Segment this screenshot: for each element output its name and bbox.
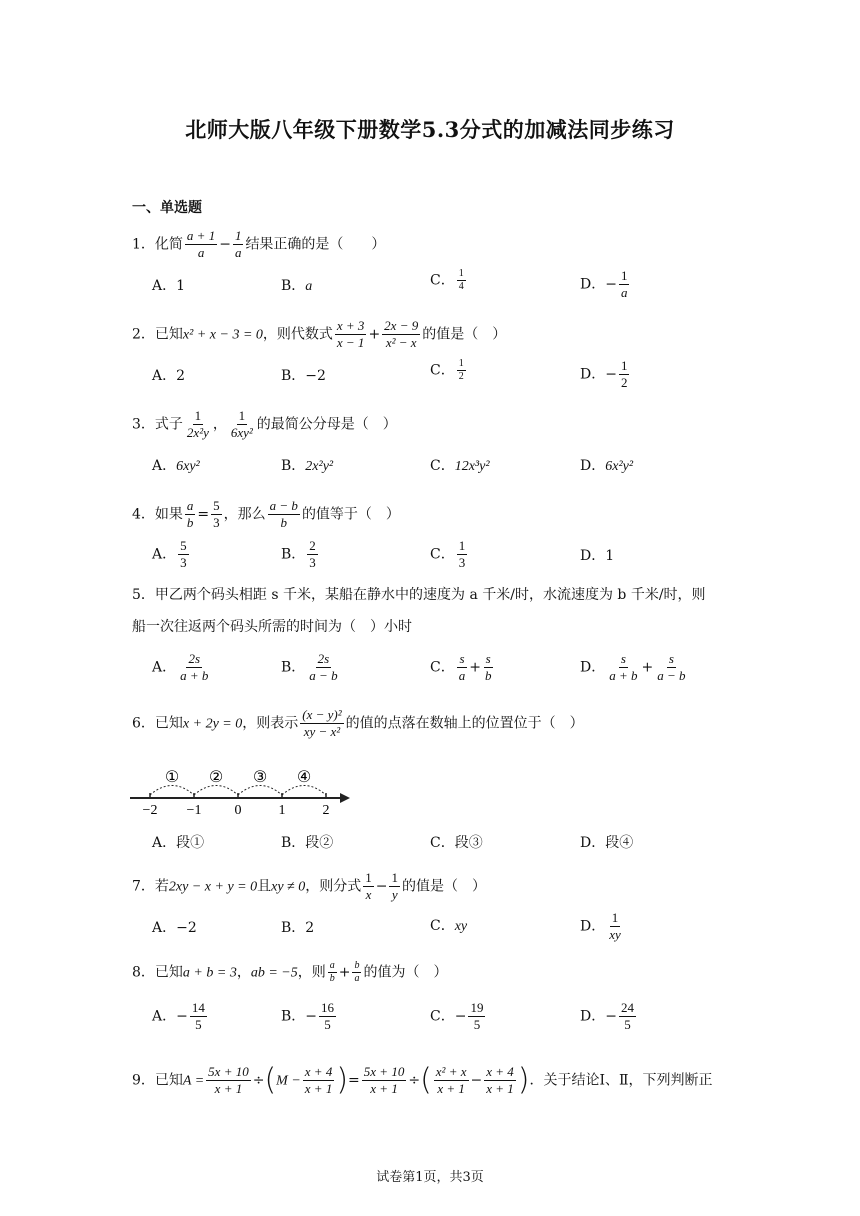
q2-option-b[interactable]: B．−2	[281, 368, 326, 384]
q8-option-d[interactable]: D．− $\frac{24}{5}$	[580, 1000, 634, 1032]
number-line-ticks	[143, 793, 330, 818]
q5-option-d[interactable]: D． $\frac{s}{a + b}$ + $\frac{s}{a - b}$	[580, 651, 686, 683]
q2-option-a[interactable]: A．2	[152, 368, 186, 384]
q5-option-b[interactable]: B． $\frac{2s}{a - b}$	[281, 651, 338, 683]
question-2: 2．已知x² + x − 3 = 0，则代数式 $\frac{x + 3}{x - 1}$ + $\frac{2x - 9}{\text{x² − x}}$ 的值是（ ）	[132, 318, 507, 350]
q3-option-a[interactable]: A．6xy²	[152, 458, 200, 474]
q4-option-a[interactable]: A． $\frac{5}{3}$	[152, 538, 187, 570]
fraction: $\frac{1}{a}$	[234, 228, 242, 260]
q7-option-d[interactable]: D． $\frac{1}{xy}$	[580, 910, 621, 942]
question-8: 8．已知a + b = 3，ab = −5，则 $\frac{a}{b}$ + $\frac{b}{a}$ 的值为（ ）	[132, 960, 448, 984]
q8-option-a[interactable]: A．− $\frac{14}{5}$	[152, 1000, 205, 1032]
q1-option-b[interactable]: B．a	[281, 278, 313, 294]
number-line-segment-label: ④	[296, 767, 312, 786]
question-6: 6．已知x + 2y = 0，则表示 $\frac{\text{(x − y)²}}{\text{xy − x²}}$ 的值的点落在数轴上的位置位于（ ）	[132, 707, 584, 739]
q8-option-b[interactable]: B．− $\frac{16}{5}$	[281, 1000, 335, 1032]
q1-option-d[interactable]: D．− $\frac{1}{a}$	[580, 268, 628, 300]
q6-option-d[interactable]: D．段④	[580, 835, 634, 851]
fraction: $\frac{a + 1}{a}$	[186, 228, 216, 260]
q2-option-d[interactable]: D．− $\frac{1}{2}$	[580, 358, 628, 390]
q5-option-c[interactable]: C． $\frac{s}{a}$ + $\frac{s}{b}$	[430, 651, 492, 683]
number-line-arrow	[340, 793, 350, 803]
number-line-segment-arc	[150, 786, 194, 796]
number-line-tick-label: −2	[142, 803, 158, 818]
number-line-tick-label: 0	[234, 803, 242, 818]
question-5-line-1: 5．甲乙两个码头相距 s 千米，某船在静水中的速度为 a 千米/时，水流速度为 b 千米/时，则	[132, 587, 706, 603]
number-line-segment-arc	[238, 786, 282, 796]
question-1: 1．化简 $\frac{a + 1}{a}$ − $\frac{1}{a}$ 结果正确的是（ ）	[132, 228, 386, 260]
q2-option-c[interactable]: C． $\frac{1}{2}$	[430, 358, 464, 382]
q7-option-c[interactable]: C．xy	[430, 918, 468, 934]
q3-option-b[interactable]: B．2x²y²	[281, 458, 334, 474]
q8-option-c[interactable]: C．− $\frac{19}{5}$	[430, 1000, 484, 1032]
question-7: 7．若2xy − x + y = 0且xy ≠ 0，则分式 $\frac{1}{x}$ − $\frac{1}{y}$ 的值是（ ）	[132, 870, 486, 902]
q7-option-a[interactable]: A．−2	[152, 920, 197, 936]
question-5-line-2: 船一次往返两个码头所需的时间为（ ）小时	[132, 619, 412, 635]
q4-option-b[interactable]: B． $\frac{2}{3}$	[281, 538, 316, 570]
number-line-segments	[150, 767, 326, 795]
q4-option-d[interactable]: D．1	[580, 548, 615, 564]
q6-option-a[interactable]: A．段①	[152, 835, 205, 851]
number-line-tick-label: −1	[186, 803, 202, 818]
number-line-figure	[128, 762, 354, 820]
page-footer: 试卷第1页，共3页	[376, 1170, 484, 1185]
q1-option-c[interactable]: C． $\frac{1}{4}$	[430, 268, 464, 292]
question-9: 9．已知A = $\frac{5x + 10}{x + 1}$ ÷(M − $\frac{x + 4}{x + 1}$ )= $\frac{5x + 10}{x + 1}$ ÷( $\frac{\text{x² + x}}{x + 1}$ − $\frac{x + 4}{x + 1}$ )．关于结论Ⅰ、Ⅱ，下列判断正	[132, 1062, 713, 1098]
q3-option-c[interactable]: C．12x³y²	[430, 458, 490, 474]
q4-option-c[interactable]: C． $\frac{1}{3}$	[430, 538, 466, 570]
number-line-segment-arc	[194, 786, 238, 796]
number-line-segment-label: ③	[252, 767, 268, 786]
number-line-segment-label: ②	[208, 767, 224, 786]
q6-option-c[interactable]: C．段③	[430, 835, 483, 851]
q5-option-a[interactable]: A． $\frac{2s}{a + b}$	[152, 651, 209, 683]
section-heading: 一、单选题	[132, 200, 202, 216]
number-line-tick-label: 1	[278, 803, 286, 818]
page-title: 北师大版八年级下册数学5.3分式的加减法同步练习	[185, 117, 675, 142]
q7-option-b[interactable]: B．2	[281, 920, 315, 936]
question-4: 4．如果 $\frac{a}{b}$ = $\frac{5}{3}$ ，那么 $\frac{a - b}{b}$ 的值等于（ ）	[132, 498, 400, 530]
q6-option-b[interactable]: B．段②	[281, 835, 334, 851]
q3-option-d[interactable]: D．6x²y²	[580, 458, 634, 474]
question-3: 3．式子 $\frac{1}{\text{2x²y}}$ ， $\frac{1}{\text{6xy²}}$ 的最简公分母是（ ）	[132, 408, 397, 440]
number-line-segment-arc	[282, 786, 326, 796]
q1-option-a[interactable]: A．1	[152, 278, 186, 294]
number-line-segment-label: ①	[164, 767, 180, 786]
number-line-tick-label: 2	[322, 803, 330, 818]
